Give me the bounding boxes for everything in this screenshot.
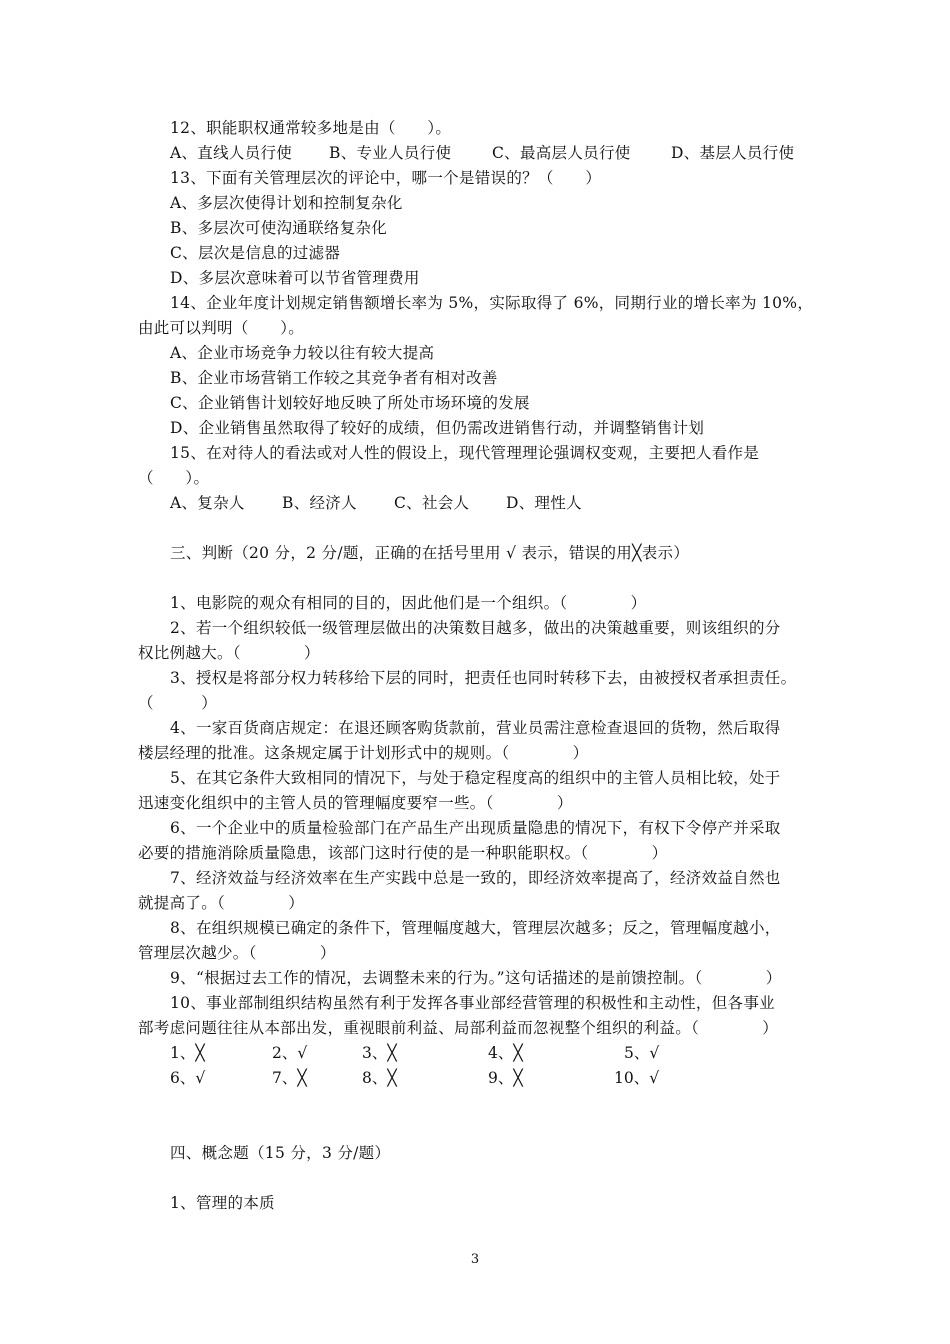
answer-3: 3、╳ <box>362 1044 397 1062</box>
judge-item-5-line2: 迅速变化组织中的主管人员的管理幅度要窄一些。（ ） <box>138 794 573 812</box>
judge-item-7-line2: 就提高了。（ ） <box>138 894 305 912</box>
judge-item-10-line2: 部考虑问题往往从本部出发，重视眼前利益、局部利益而忽视整个组织的利益。（ ） <box>138 1019 779 1037</box>
q12-stem: 12、职能职权通常较多地是由（ ）。 <box>170 119 452 137</box>
q12-option-d: D、基层人员行使 <box>671 144 795 162</box>
answer-2: 2、√ <box>272 1044 308 1062</box>
answer-6: 6、√ <box>170 1069 206 1087</box>
q14-option-b: B、企业市场营销工作较之其竞争者有相对改善 <box>170 369 498 387</box>
q14-stem-line2: 由此可以判明（ ）。 <box>138 319 305 337</box>
q15-stem-line2: （ ）。 <box>138 469 210 487</box>
q14-option-d: D、企业销售虽然取得了较好的成绩，但仍需改进销售行动，并调整销售计划 <box>170 419 705 437</box>
q13-option-c: C、层次是信息的过滤器 <box>170 244 341 262</box>
judge-item-9: 9、“根据过去工作的情况，去调整未来的行为。”这句话描述的是前馈控制。（ ） <box>170 969 782 987</box>
page-number: 3 <box>470 1252 480 1267</box>
judge-item-3-line2: （ ） <box>138 694 218 712</box>
judge-item-3-line1: 3、授权是将部分权力转移给下层的同时，把责任也同时转移下去，由被授权者承担责任。 <box>170 669 797 687</box>
section3-heading: 三、判断（20 分，2 分/题，正确的在括号里用 √ 表示，错误的用╳表示） <box>170 544 690 562</box>
answer-8: 8、╳ <box>362 1069 397 1087</box>
q15-option-d: D、理性人 <box>506 494 582 512</box>
q12-option-c: C、最高层人员行使 <box>492 144 631 162</box>
q15-option-c: C、社会人 <box>394 494 470 512</box>
q15-stem-line1: 15、在对待人的看法或对人性的假设上，现代管理理论强调权变观，主要把人看作是 <box>170 444 760 462</box>
q14-option-a: A、企业市场竞争力较以往有较大提高 <box>170 344 435 362</box>
q12-option-a: A、直线人员行使 <box>170 144 293 162</box>
judge-item-4-line2: 楼层经理的批准。这条规定属于计划形式中的规则。（ ） <box>138 744 589 762</box>
q13-option-b: B、多层次可使沟通联络复杂化 <box>170 219 388 237</box>
q14-stem-line1: 14、企业年度计划规定销售额增长率为 5%，实际取得了 6%，同期行业的增长率为 10%， <box>170 294 814 312</box>
concept-item-1: 1、管理的本质 <box>170 1194 275 1212</box>
q13-option-d: D、多层次意味着可以节省管理费用 <box>170 269 420 287</box>
answer-10: 10、√ <box>614 1069 660 1087</box>
q13-option-a: A、多层次使得计划和控制复杂化 <box>170 194 403 212</box>
judge-item-2-line1: 2、若一个组织较低一级管理层做出的决策数目越多，做出的决策越重要，则该组织的分 <box>170 619 781 637</box>
judge-item-6-line1: 6、一个企业中的质量检验部门在产品生产出现质量隐患的情况下，有权下令停产并采取 <box>170 819 781 837</box>
judge-item-2-line2: 权比例越大。（ ） <box>138 644 320 662</box>
q15-option-a: A、复杂人 <box>170 494 245 512</box>
q13-stem: 13、下面有关管理层次的评论中，哪一个是错误的？（ ） <box>170 169 602 187</box>
q12-options <box>170 143 794 163</box>
judge-item-6-line2: 必要的措施消除质量隐患，该部门这时行使的是一种职能职权。（ ） <box>138 844 668 862</box>
judge-item-4-line1: 4、一家百货商店规定：在退还顾客购货款前，营业员需注意检查退回的货物，然后取得 <box>170 719 781 737</box>
judge-item-5-line1: 5、在其它条件大致相同的情况下，与处于稳定程度高的组织中的主管人员相比较，处于 <box>170 769 781 787</box>
answer-5: 5、√ <box>624 1044 660 1062</box>
answer-1: 1、╳ <box>170 1044 205 1062</box>
answer-4: 4、╳ <box>488 1044 523 1062</box>
q14-option-c: C、企业销售计划较好地反映了所处市场环境的发展 <box>170 394 530 412</box>
q15-option-b: B、经济人 <box>282 494 357 512</box>
judge-item-7-line1: 7、经济效益与经济效率在生产实践中总是一致的，即经济效率提高了，经济效益自然也 <box>170 869 781 887</box>
answer-9: 9、╳ <box>488 1069 523 1087</box>
answer-7: 7、╳ <box>272 1069 307 1087</box>
judge-item-8-line1: 8、在组织规模已确定的条件下，管理幅度越大，管理层次越多；反之，管理幅度越小， <box>170 919 781 937</box>
judge-item-8-line2: 管理层次越少。（ ） <box>138 944 336 962</box>
section4-heading: 四、概念题（15 分，3 分/题） <box>170 1144 391 1162</box>
judge-item-1: 1、电影院的观众有相同的目的，因此他们是一个组织。（ ） <box>170 594 647 612</box>
judge-item-10-line1: 10、事业部制组织结构虽然有利于发挥各事业部经营管理的积极性和主动性，但各事业 <box>170 994 775 1012</box>
q15-options <box>170 493 582 513</box>
q12-option-b: B、专业人员行使 <box>329 144 452 162</box>
